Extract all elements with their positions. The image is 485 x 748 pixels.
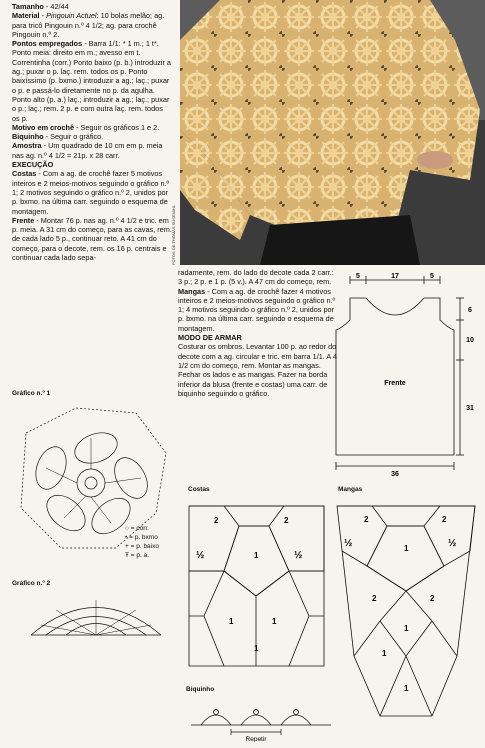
picot-label: Biquinho	[12, 132, 44, 142]
legend-chain	[125, 524, 159, 533]
back-num-2: 2	[284, 516, 289, 525]
sleeve-diagram	[332, 496, 480, 736]
sleeves-text: - Com a ag. de crochê fazer 4 motivos inteiros e 2 meios-motivos seguindo o gráfico n.º 1; 4 motivos seguindo o gráfico n.º 2, unidos por p. bxmo. na última carr. seguindo o esquema de montagem.	[178, 286, 336, 333]
back-num-1: 2	[214, 516, 219, 525]
front-label: Frente	[384, 380, 406, 387]
stitches-line	[12, 39, 172, 123]
material-label: Material	[12, 11, 40, 21]
sleeve-num-6: ½	[448, 538, 457, 549]
legend-slip-label: p. bxmo	[134, 534, 158, 541]
back-num-7: 1	[272, 617, 277, 626]
back-num-4: 1	[254, 551, 259, 560]
chart1-legend	[125, 524, 159, 560]
legend-sc-symbol: + =	[125, 543, 135, 550]
legend-slip	[125, 533, 159, 542]
chart2-diagram	[26, 590, 166, 640]
front-dim-right-2: 10	[466, 337, 474, 344]
blouse-photo-illustration	[180, 0, 485, 265]
assembly-text: Costurar os ombros. Levantar 100 p. ao redor do decote com a ag. circular e tric. em barra 1/1. A 4 1/2 cm do começo, rem. Montar as mangas. Fechar os lados e as mangas. Fazer na borda inferior da blusa (frente e costas) uma carr. de biquinho seguindo o gráfico.	[178, 342, 337, 398]
picot-line	[12, 132, 172, 141]
sleeve-num-2: 2	[442, 515, 447, 524]
sleeve-num-3: ½	[344, 538, 353, 549]
stitches-text: - Barra 1/1: * 1 m.; 1 t*. Ponto meia: direito em m.; avesso em t. Correntinha (corr.) Ponto baixo (p. b.) introduzir a ag.; puxar o p. laç. rem. todos os p. Ponto baixíssimo (p. bxmo.) introduzir a ag.; laç.; puxar o p. e passá-lo diretamente no p. da agulha. Ponto alto (p. a.) laç.; introduzir a ag.; laç.; puxar o p.; laç.; rem. 2 p. e com outra laç. rem. todos os p.	[12, 39, 171, 123]
size-label: Tamanho	[12, 2, 44, 11]
sleeve-num-10: 1	[404, 684, 409, 693]
picot-chart	[186, 700, 336, 742]
legend-dc-symbol: Ŧ =	[125, 552, 135, 559]
assembly-title: MODO DE ARMAR	[178, 333, 242, 343]
legend-chain-label: corr.	[136, 525, 149, 532]
front-dim-top-mid: 17	[391, 273, 399, 280]
front-dim-bottom: 36	[391, 471, 399, 478]
back-num-5: 1	[229, 617, 234, 626]
legend-slip-symbol: • =	[125, 534, 133, 541]
motif-label: Motivo em crochê	[12, 122, 75, 132]
sleeve-num-8: 2	[430, 594, 435, 603]
sleeve-num-5: 1	[404, 624, 409, 633]
sleeve-num-9: 1	[382, 649, 387, 658]
material-line: Material - Pingouin Actuel: 10 bolas melão; ag. para tricô Pingouin n.º 4 1/2; ag. para crochê Pingouin n.º 2.	[12, 11, 165, 39]
chart1-title: Gráfico n.º 1	[12, 390, 51, 397]
photo-credit: FOTOS DE THOMAS SUSEMIHL	[171, 204, 176, 265]
gauge-line	[12, 141, 172, 160]
front-text: - Montar 76 p. nas ag. n.º 4 1/2 e tric. em p. meia. A 31 cm do começo, para as cavas, rem. de cada lado 5 p., continuar reto. A 41 cm do começo, para o decote, rem. os 16 p. centrais e continuar cada lado sepa-	[12, 215, 172, 263]
instructions-mid-column	[178, 268, 338, 398]
legend-chain-symbol: ○ =	[125, 525, 135, 532]
size-line: Tamanho - 42/44	[12, 2, 69, 11]
sleeve-num-4: 1	[404, 544, 409, 553]
front-line	[12, 216, 172, 262]
gauge-text: - Um quadrado de 10 cm em p. meia nas ag. n.º 4 1/2 = 21p. x 28 carr.	[12, 141, 163, 160]
execution-title: EXECUÇÃO	[12, 160, 54, 170]
size-value: 42/44	[50, 2, 69, 11]
blouse-photo	[180, 0, 485, 265]
sleeves-line	[178, 287, 338, 333]
legend-dc-label: p. a.	[136, 552, 150, 559]
back-diagram-title: Costas	[188, 486, 210, 493]
front-dim-right-1: 6	[468, 307, 472, 314]
front-schematic	[330, 270, 480, 480]
gauge-label: Amostra	[12, 141, 42, 151]
instructions-left-column	[12, 2, 172, 262]
legend-sc-label: p. baixo	[136, 543, 159, 550]
front-dim-top-right: 5	[430, 273, 434, 280]
legend-dc	[125, 551, 159, 560]
sleeves-label: Mangas	[178, 286, 206, 296]
back-text: - Com a ag. de crochê fazer 5 motivos inteiros e 2 meios-motivos seguindo o gráfico n.º 1; 2 motivos seguindo o gráfico n.º 2, unidos por p. bxmo. na última carr. seguindo o esquema de montagem.	[12, 169, 170, 216]
back-num-8: 1	[254, 644, 259, 653]
legend-sc	[125, 542, 159, 551]
back-line	[12, 169, 172, 215]
motif-text: - Seguir os gráficos 1 e 2.	[76, 122, 160, 132]
sleeve-num-1: 2	[364, 515, 369, 524]
back-num-3: ½	[196, 550, 205, 561]
front-dim-top-left: 5	[356, 273, 360, 280]
back-diagram	[184, 496, 329, 676]
sleeve-diagram-title: Mangas	[338, 486, 363, 493]
stitches-label: Pontos empregados	[12, 39, 83, 49]
front-label: Frente	[12, 215, 35, 225]
material-brand: Pingouin Actuel	[46, 11, 97, 21]
sleeve-num-7: 2	[372, 594, 377, 603]
picot-text: - Seguir o gráfico.	[45, 132, 104, 142]
picot-chart-title: Biquinho	[186, 686, 215, 693]
picot-repeat-label: Repetir	[245, 736, 267, 742]
back-label: Costas	[12, 169, 37, 179]
material-text: : 10 bolas melão; ag. para tricô Pingouin n.º 4 1/2; ag. para crochê Pingouin n.º 2.	[12, 11, 165, 39]
front-continued: radamente, rem. do lado do decote cada 2 carr.: 3 p.; 2 p. e 1 p. (5 v.). A 47 cm do começo, rem.	[178, 268, 334, 287]
back-num-6: ½	[294, 550, 303, 561]
chart2-title: Gráfico n.º 2	[12, 580, 51, 587]
motif-line	[12, 123, 172, 132]
front-dim-right-3: 31	[466, 405, 474, 412]
